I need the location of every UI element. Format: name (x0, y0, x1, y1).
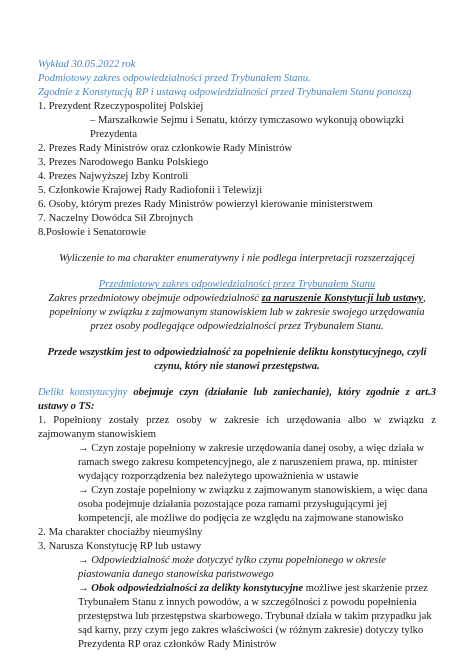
delict-arrow-2: → Czyn zostaje popełniony w związku z zajmowanym stanowiskiem, a więc dana osoba podejmuje działania pozostające poza ramami przysługującymi jej kompetencji, ale możliwe do podjęcia ze względu na zajmowane stanowisko (78, 485, 428, 524)
delict-point-3: 3. Narusza Konstytucję RP lub ustawy (38, 541, 202, 552)
section-title: Podmiotowy zakres odpowiedzialności przed Trybunałem Stanu. (38, 73, 311, 84)
list-item: 2. Prezes Rady Ministrów oraz członkowie Rady Ministrów (38, 143, 293, 154)
list-item: 1. Prezydent Rzeczypospolitej Polskiej (38, 101, 204, 112)
list-item: 8.Posłowie i Senatorowie (38, 227, 146, 238)
delict-arrow-3: → Odpowiedzialność może dotyczyć tylko czynu popełnionego w okresie piastowania danego stanowiska państwowego (78, 555, 386, 580)
delict-arrow-4: → Obok odpowiedzialności za delikty konstytucyjne możliwe jest skarżenie przez Trybunałem Stanu z innych powodów, a w szczególności z powodu popełnienia przestępstwa lub przestępstwa skarbowego. Trybunał działa w takim przypadku jak sąd karny, przy czym jego zakres właściwości (w różnym zakresie) dotyczy tylko Prezydenta RP oraz członków Rady Ministrów (78, 583, 432, 650)
list-item: 4. Prezes Najwyższej Izby Kontroli (38, 171, 189, 182)
list-item: 3. Prezes Narodowego Banku Polskiego (38, 157, 209, 168)
subjects-list (38, 100, 436, 240)
list-subitem: – Marszałkowie Sejmu i Senatu, którzy tymczasowo wykonują obowiązki Prezydenta (90, 115, 404, 140)
enumeration-note: Wyliczenie to ma charakter enumeratywny i nie podlega interpretacji rozszerzającej (59, 253, 415, 264)
list-item: 6. Osoby, którym prezes Rady Ministrów powierzył kierowanie ministerstwem (38, 199, 373, 210)
subject-scope-text: Zakres przedmiotowy obejmuje odpowiedzialność za naruszenie Konstytucji lub ustawy, popełniony w związku z zajmowanym stanowiskiem lub w zakresie swojego urzędowania przez osoby podlegające odpowiedzialności przez Trybunałem Stanu. (48, 293, 426, 332)
subject-scope-title: Przedmiotowy zakres odpowiedzialności przez Trybunałem Stanu (98, 279, 376, 290)
delict-point-2: 2. Ma charakter chociażby nieumyślny (38, 527, 203, 538)
lecture-date: Wykład 30.05.2022 rok (38, 59, 136, 70)
delict-note: Przede wszystkim jest to odpowiedzialność za popełnienie deliktu konstytucyjnego, czyli czynu, który nie stanowi przestępstwa. (47, 347, 427, 372)
delict-arrow-1: → Czyn zostaje popełniony w zakresie urzędowania danej osoby, a więc działa w ramach swego zakresu kompetencyjnego, ale z naruszeniem prawa, np. minister wydający rozporządzenia bez należytego upoważnienia w ustawie (78, 443, 425, 482)
delict-point-1: 1. Popełniony zostały przez osoby w zakresie ich urzędowania albo w związku z zajmowanym stanowiskiem (38, 415, 436, 440)
list-item: 5. Członkowie Krajowej Rady Radiofonii i Telewizji (38, 185, 263, 196)
section-intro: Zgodnie z Konstytucją RP i ustawą odpowiedzialności przed Trybunałem Stanu ponoszą (38, 87, 412, 98)
delict-definition: Delikt konstytucyjny obejmuje czyn (działanie lub zaniechanie), który zgodnie z art.3 ustawy o TS: (38, 387, 436, 412)
list-item: 7. Naczelny Dowódca Sił Zbrojnych (38, 213, 194, 224)
